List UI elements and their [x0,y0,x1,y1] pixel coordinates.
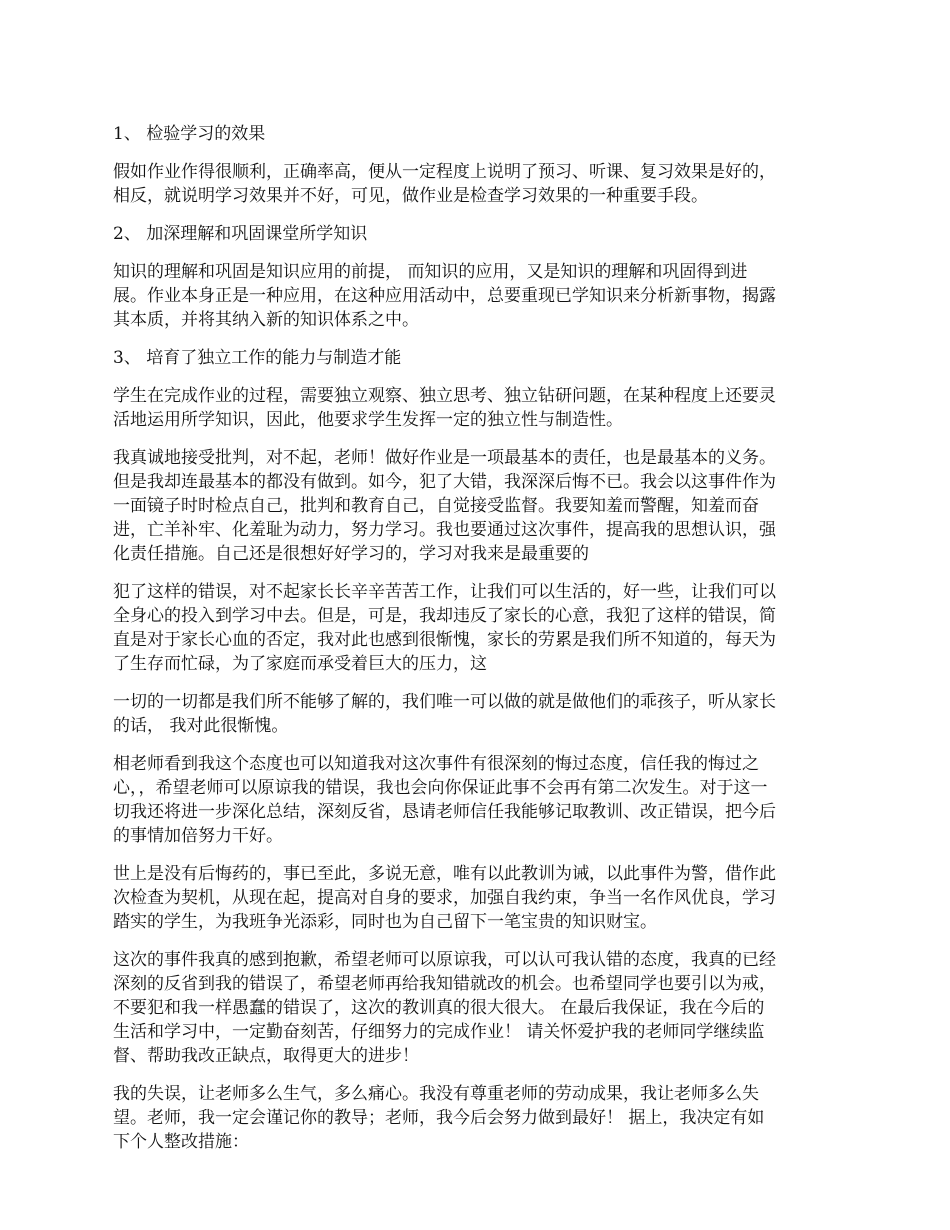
text-line: 这次的事件我真的感到抱歉，希望老师可以原谅我，可以认可我认错的态度，我真的已经 [113,950,776,970]
paragraph-6 [113,690,843,738]
paragraph-7 [113,752,843,848]
paragraph-2 [113,260,843,332]
paragraph-9 [113,948,843,1068]
text-line: 学生在完成作业的过程，需要独立观察、独立思考、独立钻研问题，在某种程度上还要灵 [113,386,776,406]
text-line: 一面镜子时时检点自己，批判和教育自己，自觉接受监督。我要知羞而警醒，知羞而奋 [113,496,759,516]
text-line: 深刻的反省到我的错误了，希望老师再给我知错就改的机会。也希望同学也要引以为戒， [113,974,776,994]
document-page [113,122,843,1168]
text-line: 我真诚地接受批判，对不起，老师！做好作业是一项最基本的责任，也是最基本的义务。 [113,448,776,468]
text-line: 生活和学习中，一定勤奋刻苦，仔细努力的完成作业！ 请关怀爱护我的老师同学继续监 [113,1022,765,1042]
text-line: 踏实的学生，为我班争光添彩，同时也为自己留下一笔宝贵的知识财宝。 [113,912,657,932]
text-line: 知识的理解和巩固是知识应用的前提， 而知识的应用，又是知识的理解和巩固得到进 [113,262,748,282]
text-line: 3、 培育了独立工作的能力与制造才能 [113,348,402,368]
text-line: 下个人整改措施： [113,1132,249,1152]
text-line: 其本质，并将其纳入新的知识体系之中。 [113,310,419,330]
paragraph-5 [113,580,843,676]
paragraph-1 [113,160,843,208]
text-line: 进，亡羊补牢、化羞耻为动力，努力学习。我也要通过这次事件，提高我的思想认识，强 [113,520,776,540]
paragraph-8 [113,862,843,934]
text-line: 切我还将进一步深化总结，深刻反省，恳请老师信任我能够记取教训、改正错误，把今后 [113,802,776,822]
text-line: 相反，就说明学习效果并不好，可见，做作业是检查学习效果的一种重要手段。 [113,186,708,206]
text-line: 不要犯和我一样愚蠢的错误了，这次的教训真的很大很大。 在最后我保证，我在今后的 [113,998,765,1018]
text-line: 的事情加倍努力干好。 [113,826,283,846]
text-line: 2、 加深理解和巩固课堂所学知识 [113,224,368,244]
text-line: 望。老师，我一定会谨记你的教导；老师，我今后会努力做到最好！ 据上，我决定有如 [113,1108,765,1128]
text-line: 了生存而忙碌，为了家庭而承受着巨大的压力，这 [113,654,487,674]
text-line: 展。作业本身正是一种应用，在这种应用活动中，总要重现已学知识来分析新事物，揭露 [113,286,776,306]
text-line: 全身心的投入到学习中去。但是，可是，我却违反了家长的心意，我犯了这样的错误，简 [113,606,776,626]
text-line: 1、 检验学习的效果 [113,124,266,144]
text-line: 直是对于家长心血的否定，我对此也感到很惭愧，家长的劳累是我们所不知道的，每天为 [113,630,776,650]
section-heading-3 [113,346,843,370]
text-line: 但是我却连最基本的都没有做到。如今，犯了大错，我深深后悔不已。我会以这事件作为 [113,472,776,492]
paragraph-3 [113,384,843,432]
text-line: 世上是没有后悔药的，事已至此，多说无意，唯有以此教训为诫，以此事件为警，借作此 [113,864,776,884]
paragraph-4 [113,446,843,566]
text-line: 活地运用所学知识，因此，他要求学生发挥一定的独立性与制造性。 [113,410,623,430]
text-line: 一切的一切都是我们所不能够了解的，我们唯一可以做的就是做他们的乖孩子，听从家长 [113,692,776,712]
text-line: 次检查为契机，从现在起，提高对自身的要求，加强自我约束，争当一名作风优良，学习 [113,888,776,908]
text-line: 假如作业作得很顺利，正确率高，便从一定程度上说明了预习、听课、复习效果是好的， [113,162,776,182]
text-line: 我的失误，让老师多么生气，多么痛心。我没有尊重老师的劳动成果，我让老师多么失 [113,1084,759,1104]
section-heading-2 [113,222,843,246]
text-line: 相老师看到我这个态度也可以知道我对这次事件有很深刻的悔过态度，信任我的悔过之 [113,754,759,774]
text-line: 的话， 我对此很惭愧。 [113,716,289,736]
section-heading-1 [113,122,843,146]
text-line: 化责任措施。自己还是很想好好学习的，学习对我来是最重要的 [113,544,589,564]
text-line: 督、帮助我改正缺点，取得更大的进步！ [113,1046,419,1066]
text-line: 心，，希望老师可以原谅我的错误，我也会向你保证此事不会再有第二次发生。对于这一 [113,778,768,798]
paragraph-10 [113,1082,843,1154]
text-line: 犯了这样的错误，对不起家长长辛辛苦苦工作，让我们可以生活的，好一些，让我们可以 [113,582,776,602]
